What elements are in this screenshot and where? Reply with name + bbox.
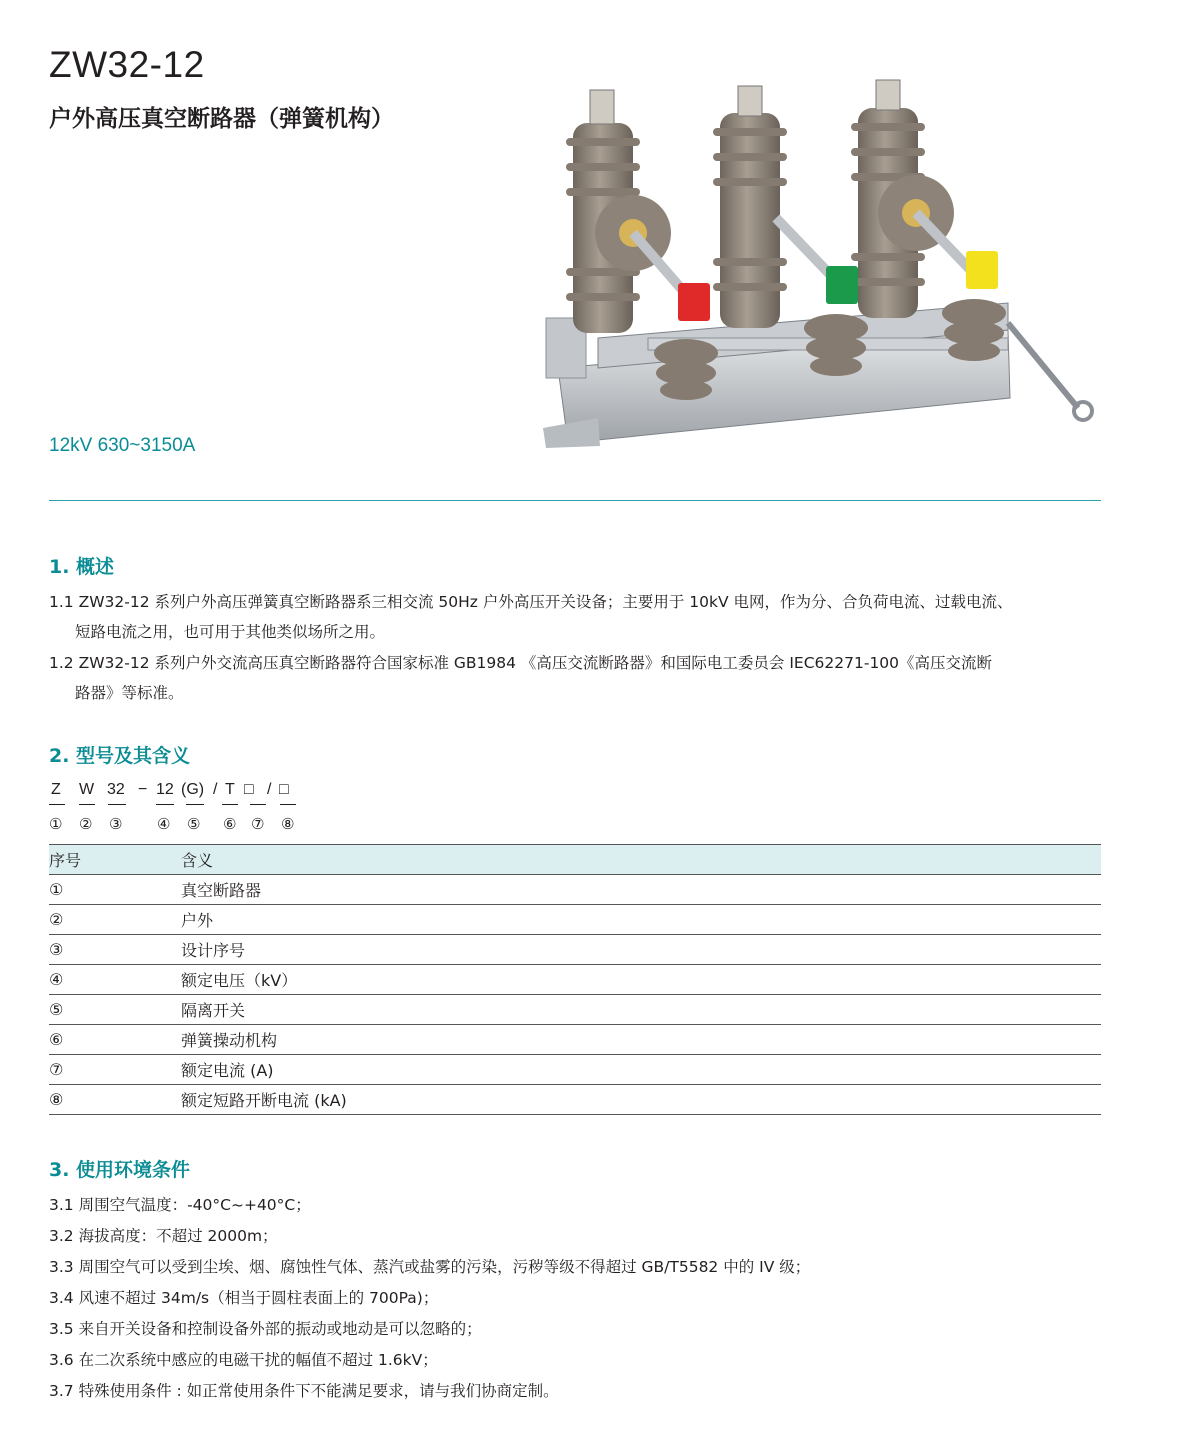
- code-slash-1: /: [213, 781, 218, 798]
- insulator-middle: [713, 86, 787, 328]
- row-no: ⑤: [49, 995, 181, 1025]
- overview-p2-line1: 1.2 ZW32-12 系列户外交流高压真空断路器符合国家标准 GB1984 《高压交流断路器》和国际电工委员会 IEC62271-100《高压交流断: [49, 654, 993, 672]
- code-g: (G): [181, 781, 205, 798]
- table-row: [49, 1055, 1101, 1085]
- code-underline: [108, 804, 126, 805]
- row-meaning: 额定电压（kV）: [181, 965, 1101, 995]
- env-condition-item: 3.2 海拔高度：不超过 2000m；: [49, 1227, 278, 1245]
- env-condition-item: 3.3 周围空气可以受到尘埃、烟、腐蚀性气体、蒸汽或盐雾的污染，污秽等级不得超过 GB/T5582 中的 IV 级；: [49, 1258, 811, 1276]
- row-no: ①: [49, 875, 181, 905]
- env-condition-item: 3.7 特殊使用条件 : 如正常使用条件下不能满足要求，请与我们协商定制。: [49, 1382, 559, 1400]
- table-row: [49, 1025, 1101, 1055]
- code-index: ①: [49, 815, 63, 833]
- overview-paragraph-2: [49, 648, 1109, 708]
- code-index: ⑤: [187, 815, 201, 833]
- code-index: ⑧: [281, 815, 295, 833]
- code-box-1: □: [244, 781, 254, 798]
- code-index: ⑥: [223, 815, 237, 833]
- row-no: ⑧: [49, 1085, 181, 1115]
- code-underline: [222, 804, 238, 805]
- code-w: W: [79, 781, 95, 798]
- code-index: ③: [109, 815, 123, 833]
- env-condition-item: 3.6 在二次系统中感应的电磁干扰的幅值不超过 1.6kV；: [49, 1351, 438, 1369]
- row-meaning: 隔离开关: [181, 995, 1101, 1025]
- env-condition-item: 3.1 周围空气温度：-40°C~+40°C；: [49, 1196, 311, 1214]
- section-3-title: 3. 使用环境条件: [49, 1159, 191, 1181]
- code-underline: [250, 804, 266, 805]
- red-phase-cap: [678, 283, 710, 321]
- row-meaning: 额定电流 (A): [181, 1055, 1101, 1085]
- env-condition-item: 3.4 风速不超过 34m/s（相当于圆柱表面上的 700Pa)；: [49, 1289, 439, 1307]
- code-z: Z: [51, 781, 61, 798]
- code-index: ⑦: [251, 815, 265, 833]
- code-index: ②: [79, 815, 93, 833]
- insulator-right: [851, 80, 954, 318]
- section-1-title: 1. 概述: [49, 556, 115, 578]
- row-no: ③: [49, 935, 181, 965]
- table-row: [49, 995, 1101, 1025]
- code-box-2: □: [279, 781, 289, 798]
- code-underline: [156, 804, 174, 805]
- table-row: [49, 875, 1101, 905]
- overview-paragraph-1: [49, 587, 1109, 647]
- code-slash-2: /: [267, 781, 272, 798]
- code-underline: [79, 804, 95, 805]
- row-meaning: 真空断路器: [181, 875, 1101, 905]
- green-phase-cap: [826, 266, 858, 304]
- code-underline: [186, 804, 204, 805]
- row-meaning: 额定短路开断电流 (kA): [181, 1085, 1101, 1115]
- overview-p1-line1: 1.1 ZW32-12 系列户外高压弹簧真空断路器系三相交流 50Hz 户外高压开关设备；主要用于 10kV 电网，作为分、合负荷电流、过载电流、: [49, 593, 1013, 611]
- code-index: ④: [157, 815, 171, 833]
- table-header-meaning: 含义: [181, 845, 1101, 875]
- divider: [49, 500, 1101, 501]
- code-underline: [49, 804, 65, 805]
- row-meaning: 弹簧操动机构: [181, 1025, 1101, 1055]
- row-no: ④: [49, 965, 181, 995]
- yellow-phase-cap: [966, 251, 998, 289]
- row-no: ⑥: [49, 1025, 181, 1055]
- table-row: [49, 905, 1101, 935]
- row-meaning: 户外: [181, 905, 1101, 935]
- table-row: [49, 1085, 1101, 1115]
- table-row: [49, 965, 1101, 995]
- product-subtitle: 户外高压真空断路器（弹簧机构）: [49, 106, 394, 132]
- product-photo: [538, 68, 1098, 448]
- table-row: [49, 935, 1101, 965]
- section-2-title: 2. 型号及其含义: [49, 745, 191, 767]
- code-dash: −: [138, 781, 148, 798]
- overview-p1-line2: 短路电流之用，也可用于其他类似场所之用。: [75, 623, 386, 641]
- code-32: 32: [107, 781, 125, 798]
- model-meaning-table: [49, 844, 1101, 1115]
- rating-spec: 12kV 630~3150A: [49, 435, 196, 456]
- overview-p2-line2: 路器》等标准。: [75, 684, 184, 702]
- table-header-no: 序号: [49, 845, 181, 875]
- product-model: ZW32-12: [49, 44, 205, 85]
- row-meaning: 设计序号: [181, 935, 1101, 965]
- row-no: ⑦: [49, 1055, 181, 1085]
- code-underline: [280, 804, 296, 805]
- env-condition-item: 3.5 来自开关设备和控制设备外部的振动或地动是可以忽略的；: [49, 1320, 482, 1338]
- insulator-left: [566, 90, 671, 333]
- table-header-row: [49, 845, 1101, 875]
- row-no: ②: [49, 905, 181, 935]
- code-12: 12: [156, 781, 174, 798]
- code-t: T: [225, 781, 235, 798]
